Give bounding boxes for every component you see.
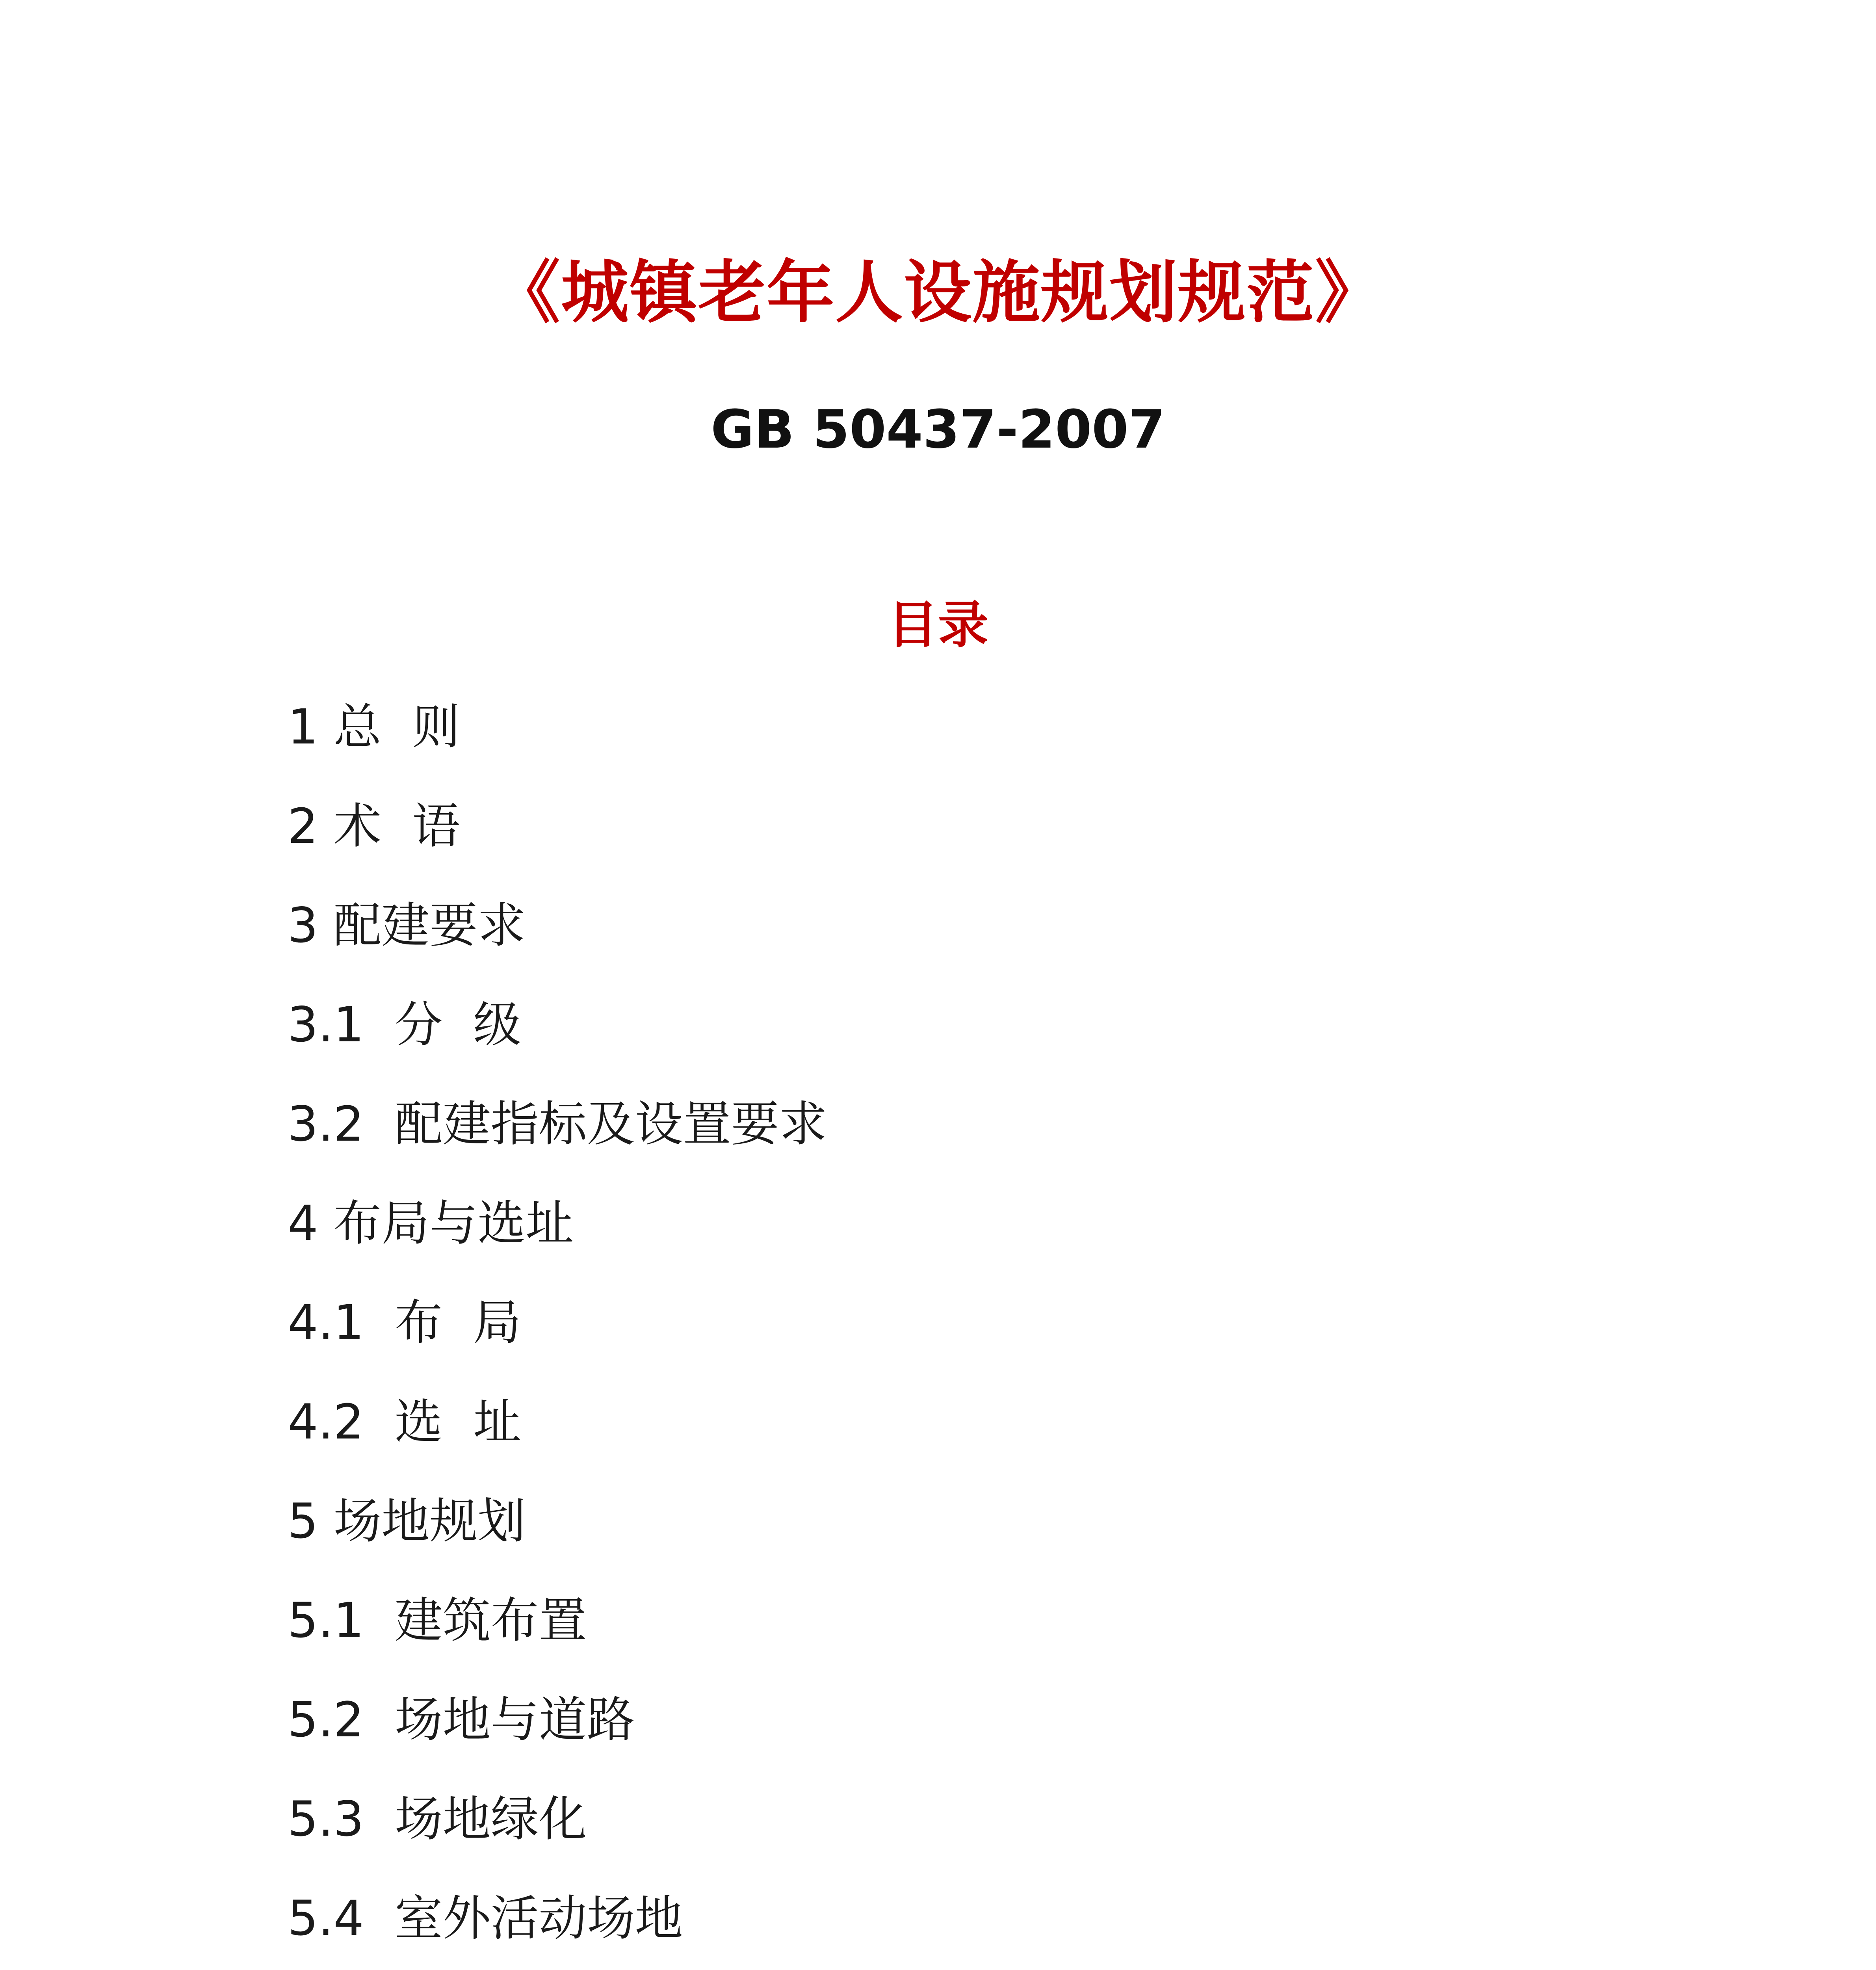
toc-item[interactable]: 4.1 布 局 [288,1295,522,1351]
toc-item[interactable]: 3.1 分 级 [288,997,522,1053]
toc-item[interactable]: 4 布局与选址 [288,1195,574,1251]
toc-item[interactable]: 5.2 场地与道路 [288,1692,635,1748]
toc-item[interactable]: 5 场地规划 [288,1493,526,1549]
toc-item[interactable]: 5.4 室外活动场地 [288,1890,683,1946]
toc-item[interactable]: 3.2 配建指标及设置要求 [288,1096,827,1152]
standard-code: GB 50437-2007 [711,399,1165,460]
toc-item[interactable]: 2 术 语 [288,798,460,854]
toc-item[interactable]: 5.1 建筑布置 [288,1593,587,1648]
toc-heading: 目录 [887,596,988,654]
toc-item[interactable]: 3 配建要求 [288,898,526,953]
table-of-contents [288,688,827,1970]
toc-item[interactable]: 4.2 选 址 [288,1394,522,1450]
toc-item[interactable]: 5.3 场地绿化 [288,1791,587,1847]
document-title: 《城镇老年人设施规划规范》 [492,253,1384,332]
toc-item[interactable]: 1 总 则 [288,699,460,755]
